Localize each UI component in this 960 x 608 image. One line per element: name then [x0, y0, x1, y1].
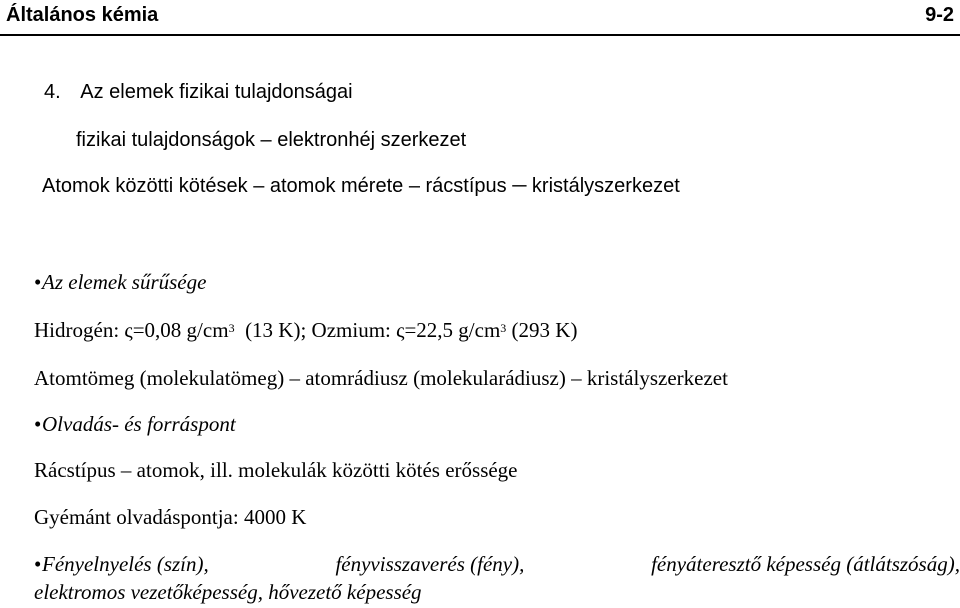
bullet: •	[34, 412, 42, 436]
melting-line-1: Rácstípus – atomok, ill. molekulák közötti kötés erőssége	[34, 458, 518, 482]
intro-line-2: Atomok közötti kötések – atomok mérete – rácstípus ─ kristályszerkezet	[42, 175, 680, 197]
bullet: •	[34, 270, 42, 294]
section-heading	[44, 80, 353, 104]
density-values	[34, 318, 577, 342]
exponent: 3	[500, 321, 507, 335]
optical-item: fényvisszaverés (fény),	[335, 552, 525, 576]
optical-line-1	[34, 552, 960, 576]
page-header	[0, 0, 960, 36]
melting-heading-text: Olvadás- és forráspont	[42, 412, 236, 436]
density-line: Atomtömeg (molekulatömeg) – atomrádiusz (molekularádiusz) – kristályszerkezet	[34, 366, 728, 390]
melting-heading	[34, 412, 236, 436]
optical-item: fényáteresztő képesség (átlátszóság),	[651, 552, 960, 576]
osmium-temperature: (293 K)	[506, 318, 578, 342]
intro-line-1: fizikai tulajdonságok – elektronhéj szerkezet	[76, 129, 467, 151]
melting-line-2: Gyémánt olvadáspontja: 4000 K	[34, 505, 307, 529]
bullet: •	[34, 552, 42, 576]
section-number: 4.	[44, 81, 61, 103]
hydrogen-density: Hidrogén: ς=0,08 g/cm	[34, 318, 229, 342]
osmium-density: (13 K); Ozmium: ς=22,5 g/cm	[234, 318, 501, 342]
density-heading	[34, 270, 206, 294]
optical-item	[34, 552, 209, 576]
optical-item-text: Fényelnyelés (szín),	[42, 552, 209, 576]
density-heading-text: Az elemek sűrűsége	[42, 270, 207, 294]
section-title: Az elemek fizikai tulajdonságai	[80, 81, 353, 103]
optical-line-2: elektromos vezetőképesség, hővezető képesség	[34, 580, 422, 604]
page-number: 9-2	[925, 4, 954, 26]
header-title: Általános kémia	[6, 4, 159, 26]
exponent: 3	[228, 321, 235, 335]
